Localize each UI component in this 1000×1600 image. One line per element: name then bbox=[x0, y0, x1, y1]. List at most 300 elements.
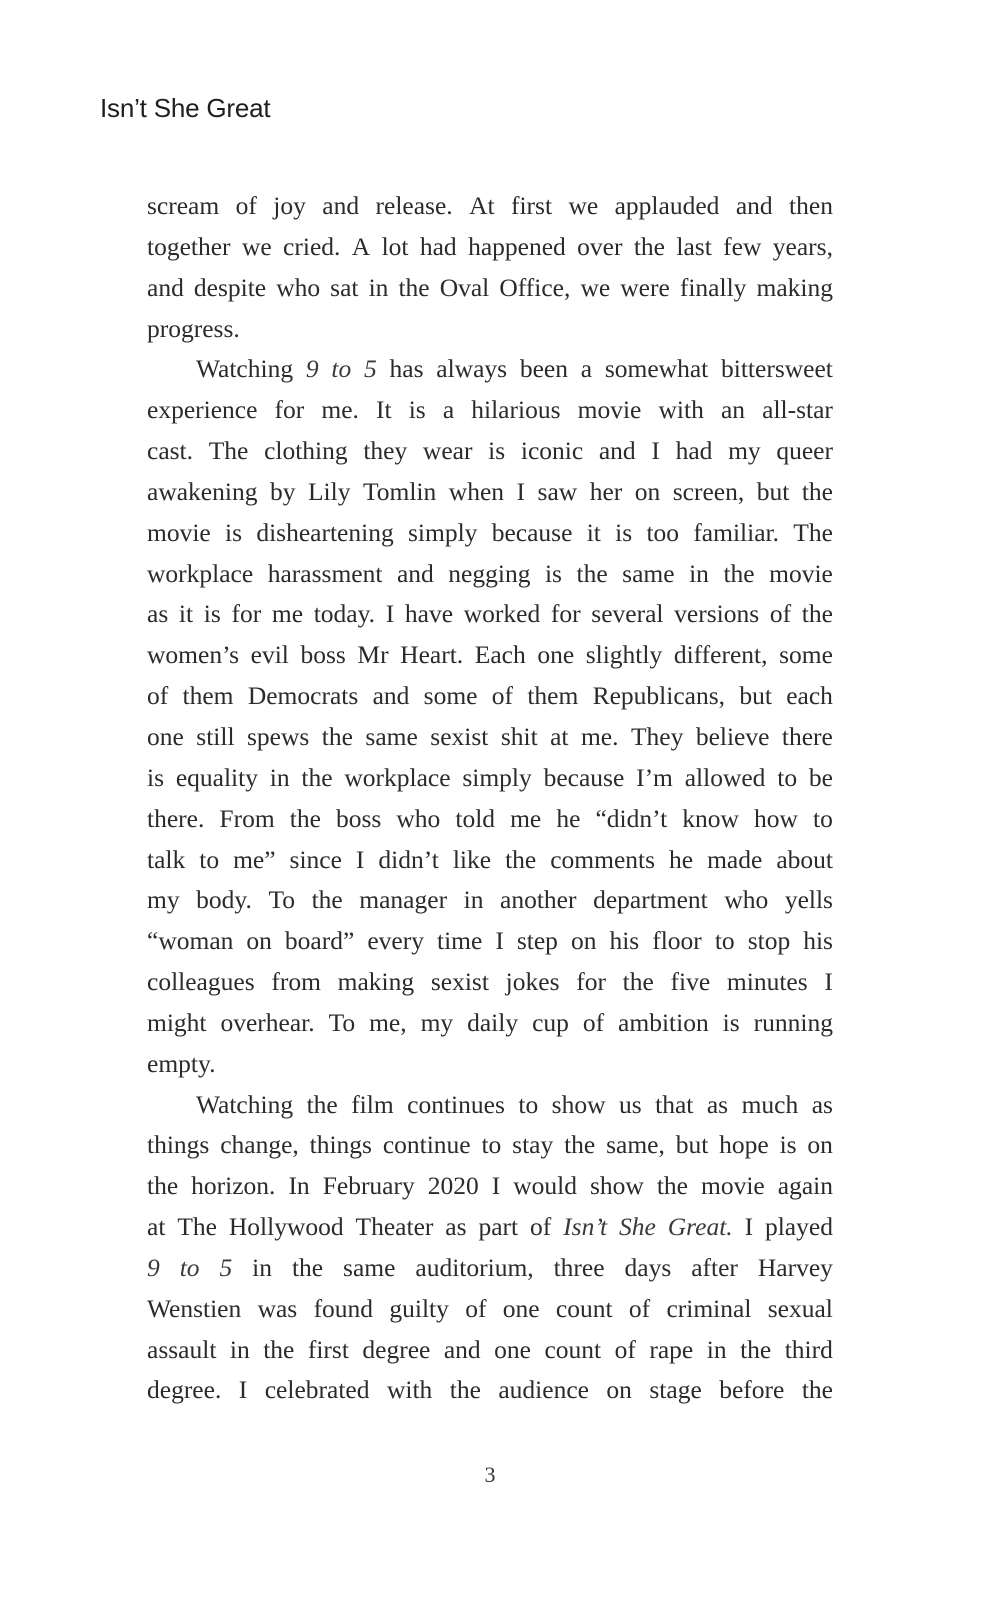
word: despite bbox=[193, 272, 267, 302]
word: degree. bbox=[147, 1375, 222, 1405]
word: the bbox=[263, 1334, 295, 1364]
word: is bbox=[722, 1007, 740, 1037]
word: the bbox=[576, 558, 608, 588]
word: another bbox=[500, 885, 577, 915]
word: continues bbox=[407, 1089, 505, 1119]
word: we bbox=[568, 191, 599, 220]
word: simply bbox=[407, 517, 478, 547]
word: screen, bbox=[672, 476, 745, 506]
word: on bbox=[606, 1375, 632, 1405]
word: have bbox=[404, 599, 454, 629]
word: I bbox=[355, 844, 365, 874]
text-line bbox=[147, 962, 833, 1003]
word: in bbox=[689, 558, 709, 588]
word: same bbox=[365, 721, 418, 751]
text-line bbox=[147, 268, 833, 309]
word: manager bbox=[359, 885, 448, 915]
word: one bbox=[147, 721, 184, 751]
word: is bbox=[779, 1130, 797, 1160]
text-line bbox=[147, 431, 833, 472]
word: workplace bbox=[147, 558, 254, 588]
word: scream bbox=[147, 191, 220, 220]
word: degree bbox=[362, 1334, 431, 1364]
word: in bbox=[229, 1334, 250, 1364]
word: of bbox=[465, 1293, 487, 1323]
word: The bbox=[177, 1212, 217, 1242]
word: movie bbox=[147, 517, 211, 547]
word: about bbox=[776, 844, 833, 874]
word: several bbox=[591, 599, 664, 629]
word: an bbox=[720, 395, 746, 425]
word: spews bbox=[247, 721, 310, 751]
word: February bbox=[322, 1171, 415, 1201]
word: ambition bbox=[618, 1007, 709, 1037]
word: Office, bbox=[499, 272, 571, 302]
word: to bbox=[199, 844, 220, 874]
word: familiar. bbox=[693, 517, 779, 547]
word: same bbox=[343, 1252, 396, 1282]
word: movie bbox=[701, 1171, 765, 1201]
word: might bbox=[147, 1007, 207, 1037]
word: finally bbox=[679, 272, 747, 302]
word: Each bbox=[474, 640, 526, 670]
word: Harvey bbox=[757, 1252, 833, 1282]
running-header-title: Isn’t She Great bbox=[100, 93, 271, 123]
word: at bbox=[550, 721, 569, 751]
italic-title-word: to bbox=[331, 354, 352, 384]
word: since bbox=[289, 844, 342, 874]
word: it bbox=[178, 599, 194, 629]
word: in bbox=[463, 885, 484, 915]
word: them bbox=[182, 681, 234, 711]
word: over bbox=[577, 231, 623, 261]
word: stop bbox=[747, 926, 791, 956]
word: making bbox=[337, 967, 415, 997]
word: assault bbox=[147, 1334, 217, 1364]
word: of bbox=[614, 1334, 636, 1364]
text-line bbox=[147, 1085, 833, 1126]
word: that bbox=[655, 1089, 694, 1119]
word: part bbox=[478, 1212, 519, 1242]
word: show bbox=[590, 1171, 644, 1201]
word: versions bbox=[674, 599, 760, 629]
word: running bbox=[753, 1007, 833, 1037]
word: last bbox=[676, 231, 712, 261]
word: somewhat bbox=[604, 354, 709, 384]
word: of bbox=[582, 1007, 605, 1037]
word: is bbox=[488, 436, 506, 466]
word: because bbox=[543, 762, 625, 792]
word: with bbox=[658, 395, 704, 425]
word: floor bbox=[652, 926, 702, 956]
word: be bbox=[808, 762, 833, 792]
word: had bbox=[675, 436, 713, 466]
word: I’m bbox=[636, 762, 673, 792]
word: count bbox=[555, 1293, 613, 1323]
word: had bbox=[419, 231, 457, 261]
word: different, bbox=[673, 640, 768, 670]
word: us bbox=[618, 1089, 642, 1119]
word: I bbox=[385, 599, 395, 629]
word: of bbox=[235, 191, 257, 220]
word: my bbox=[420, 1007, 454, 1037]
word: to bbox=[777, 762, 798, 792]
text-line bbox=[147, 594, 833, 635]
word: is bbox=[615, 517, 633, 547]
word: to bbox=[714, 926, 735, 956]
word: the bbox=[311, 885, 343, 915]
word: women’s bbox=[147, 640, 240, 670]
word: is bbox=[544, 558, 562, 588]
word: same bbox=[622, 558, 675, 588]
word: bittersweet bbox=[721, 354, 833, 384]
word: one bbox=[502, 1293, 540, 1323]
word: the bbox=[801, 1375, 833, 1405]
text-line bbox=[147, 390, 833, 431]
word: for bbox=[576, 967, 606, 997]
text-line bbox=[147, 676, 833, 717]
word: step bbox=[516, 926, 558, 956]
word: each bbox=[786, 681, 833, 711]
word: film bbox=[351, 1089, 394, 1119]
word: who bbox=[276, 272, 321, 302]
word: To bbox=[328, 1007, 356, 1037]
word: I bbox=[491, 1171, 501, 1201]
word: I bbox=[744, 1212, 754, 1242]
word: who bbox=[724, 885, 769, 915]
word: five bbox=[670, 967, 711, 997]
word: the bbox=[801, 599, 833, 629]
italic-title-word: Isn’t bbox=[563, 1212, 608, 1242]
word: some bbox=[779, 640, 833, 670]
word: as bbox=[445, 1212, 467, 1242]
word: talk bbox=[147, 844, 186, 874]
word: still bbox=[196, 721, 235, 751]
word: on bbox=[634, 476, 661, 506]
word: continue bbox=[382, 1130, 471, 1160]
text-line bbox=[147, 758, 833, 799]
word: in bbox=[252, 1252, 272, 1282]
word: movie bbox=[769, 558, 833, 588]
word: few bbox=[723, 231, 762, 261]
text-line bbox=[147, 309, 833, 350]
word: my bbox=[147, 885, 180, 915]
word: evil bbox=[250, 640, 289, 670]
word: and bbox=[322, 191, 360, 220]
word: shit bbox=[500, 721, 538, 751]
text-line bbox=[147, 1003, 833, 1044]
word: too bbox=[646, 517, 680, 547]
word: simply bbox=[462, 762, 532, 792]
text-line bbox=[147, 840, 833, 881]
word: It bbox=[376, 395, 392, 425]
word: from bbox=[271, 967, 321, 997]
word: slightly bbox=[585, 640, 663, 670]
word: how bbox=[754, 803, 798, 833]
word: is bbox=[408, 395, 426, 425]
word: much bbox=[741, 1089, 799, 1119]
text-line bbox=[147, 1207, 833, 1248]
word: we bbox=[241, 231, 272, 261]
italic-title-word: Great. bbox=[667, 1212, 733, 1242]
word: me bbox=[271, 599, 304, 629]
text-line bbox=[147, 1289, 833, 1330]
word: colleagues bbox=[147, 967, 255, 997]
word: Lily bbox=[307, 476, 351, 506]
word: the bbox=[505, 844, 537, 874]
word: as bbox=[706, 1089, 729, 1119]
word: then bbox=[789, 191, 833, 220]
text-line bbox=[147, 513, 833, 554]
word: to bbox=[518, 1089, 539, 1119]
word: me bbox=[510, 803, 542, 833]
word: me, bbox=[369, 1007, 407, 1037]
word: celebrated bbox=[264, 1375, 370, 1405]
word: workplace bbox=[344, 762, 451, 792]
text-line bbox=[147, 1044, 833, 1085]
word: of bbox=[628, 1293, 651, 1323]
word: a bbox=[442, 395, 455, 425]
word: Watching bbox=[196, 354, 294, 384]
word: overhear. bbox=[220, 1007, 315, 1037]
word: Tomlin bbox=[362, 476, 437, 506]
italic-title-word: 5 bbox=[219, 1252, 233, 1282]
word: jokes bbox=[505, 967, 560, 997]
text-line bbox=[147, 717, 833, 758]
word: worked bbox=[463, 599, 541, 629]
word: on bbox=[807, 1130, 833, 1160]
word: first bbox=[307, 1334, 349, 1364]
word: after bbox=[691, 1252, 738, 1282]
word: me” bbox=[233, 844, 276, 874]
word: I bbox=[651, 436, 660, 466]
word: his bbox=[803, 926, 833, 956]
word: show bbox=[551, 1089, 606, 1119]
word: always bbox=[436, 354, 508, 384]
word: been bbox=[519, 354, 568, 384]
word: “woman bbox=[147, 926, 234, 956]
italic-title-word: 9 bbox=[147, 1252, 160, 1282]
word: iconic bbox=[520, 436, 584, 466]
word: for bbox=[550, 599, 581, 629]
word: on bbox=[246, 926, 272, 956]
word: the bbox=[740, 1334, 772, 1364]
text-line bbox=[147, 554, 833, 595]
text-line bbox=[147, 799, 833, 840]
word: They bbox=[630, 721, 684, 751]
word: department bbox=[593, 885, 708, 915]
word: progress. bbox=[147, 313, 240, 343]
word: as bbox=[811, 1089, 833, 1119]
word: has bbox=[389, 354, 424, 384]
word: horizon. bbox=[191, 1171, 276, 1201]
word: boss bbox=[300, 640, 346, 670]
word: From bbox=[219, 803, 275, 833]
word: cast. bbox=[147, 436, 194, 466]
word: cup bbox=[532, 1007, 569, 1037]
word: yells bbox=[784, 885, 833, 915]
word: In bbox=[288, 1171, 310, 1201]
word: lot bbox=[381, 231, 409, 261]
word: criminal bbox=[666, 1293, 752, 1323]
word: and bbox=[735, 191, 773, 220]
word: because bbox=[491, 517, 573, 547]
word: like bbox=[452, 844, 492, 874]
word: the bbox=[801, 476, 833, 506]
word: know bbox=[682, 803, 739, 833]
word: played bbox=[764, 1212, 833, 1242]
word: he bbox=[669, 844, 694, 874]
word: the bbox=[622, 967, 654, 997]
word: making bbox=[756, 272, 833, 302]
word: allowed bbox=[684, 762, 766, 792]
word: me. bbox=[580, 721, 619, 751]
text-line bbox=[147, 880, 833, 921]
word: third bbox=[784, 1334, 833, 1364]
word: saw bbox=[537, 476, 578, 506]
word: with bbox=[386, 1375, 433, 1405]
word: her bbox=[589, 476, 623, 506]
word: boss bbox=[335, 803, 382, 833]
word: the bbox=[656, 1171, 688, 1201]
word: Hollywood bbox=[228, 1212, 344, 1242]
word: a bbox=[580, 354, 593, 384]
word: The bbox=[793, 517, 833, 547]
word: my bbox=[728, 436, 761, 466]
word: but bbox=[675, 1130, 709, 1160]
word: hope bbox=[719, 1130, 769, 1160]
word: to bbox=[813, 803, 833, 833]
word: was bbox=[257, 1293, 298, 1323]
word: 2020 bbox=[427, 1171, 479, 1201]
text-line bbox=[147, 472, 833, 513]
word: joy bbox=[273, 191, 306, 220]
word: To bbox=[268, 885, 295, 915]
word: awakening bbox=[147, 476, 258, 506]
word: movie bbox=[577, 395, 642, 425]
word: when bbox=[448, 476, 505, 506]
word: sexist bbox=[430, 721, 489, 751]
word: to bbox=[481, 1130, 502, 1160]
word: there bbox=[781, 721, 833, 751]
word: negging bbox=[448, 558, 531, 588]
word: minutes bbox=[726, 967, 808, 997]
word: board” bbox=[284, 926, 355, 956]
word: clothing bbox=[264, 436, 348, 466]
word: wear bbox=[422, 436, 473, 466]
word: queer bbox=[776, 436, 833, 466]
word: of bbox=[491, 681, 514, 711]
word: count bbox=[544, 1334, 602, 1364]
word: same, bbox=[606, 1130, 665, 1160]
word: for bbox=[274, 395, 305, 425]
word: A bbox=[351, 231, 371, 261]
word: the bbox=[301, 762, 333, 792]
word: of bbox=[147, 681, 169, 711]
word: stage bbox=[649, 1375, 702, 1405]
word: Democrats bbox=[247, 681, 359, 711]
text-line bbox=[147, 186, 833, 227]
word: days bbox=[624, 1252, 672, 1282]
word: Republicans, bbox=[592, 681, 726, 711]
page-number: 3 bbox=[484, 1462, 496, 1487]
word: his bbox=[609, 926, 640, 956]
word: told bbox=[455, 803, 496, 833]
word: stay bbox=[512, 1130, 554, 1160]
word: the bbox=[449, 1375, 481, 1405]
word: they bbox=[363, 436, 408, 466]
word: sexist bbox=[430, 967, 489, 997]
word: Watching bbox=[196, 1089, 294, 1119]
word: the bbox=[291, 1252, 324, 1282]
word: one bbox=[537, 640, 575, 670]
text-line bbox=[147, 1330, 833, 1371]
word: three bbox=[553, 1252, 605, 1282]
word: is bbox=[147, 762, 165, 792]
word: me. bbox=[321, 395, 359, 425]
word: and bbox=[598, 436, 636, 466]
text-line bbox=[147, 349, 833, 390]
italic-title-word: to bbox=[179, 1252, 200, 1282]
word: is bbox=[225, 517, 243, 547]
word: Mr bbox=[357, 640, 389, 670]
word: “didn’t bbox=[595, 803, 668, 833]
italic-title-word: She bbox=[619, 1212, 656, 1242]
body-text bbox=[147, 186, 833, 1411]
word: believe bbox=[695, 721, 770, 751]
word: disheartening bbox=[256, 517, 394, 547]
word: I bbox=[495, 926, 504, 956]
word: and bbox=[443, 1334, 481, 1364]
word: years, bbox=[772, 231, 833, 261]
word: in bbox=[368, 272, 389, 302]
word: daily bbox=[467, 1007, 519, 1037]
word: all-star bbox=[762, 395, 833, 425]
word: one bbox=[494, 1334, 531, 1364]
word: were bbox=[620, 272, 670, 302]
word: as bbox=[147, 599, 169, 629]
word: I bbox=[238, 1375, 248, 1405]
word: some bbox=[423, 681, 478, 711]
word: change, bbox=[220, 1130, 299, 1160]
text-line bbox=[147, 1166, 833, 1207]
text-line bbox=[147, 921, 833, 962]
word: and bbox=[396, 558, 434, 588]
word: would bbox=[513, 1171, 577, 1201]
word: in bbox=[706, 1334, 727, 1364]
text-line bbox=[147, 635, 833, 676]
word: is bbox=[203, 599, 221, 629]
word: but bbox=[756, 476, 790, 506]
word: he bbox=[556, 803, 581, 833]
word: auditorium, bbox=[415, 1252, 534, 1282]
word: applauded bbox=[614, 191, 720, 220]
word: experience bbox=[147, 395, 258, 425]
word: hilarious bbox=[471, 395, 561, 425]
word: the bbox=[723, 558, 755, 588]
italic-title-word: 5 bbox=[363, 354, 377, 384]
word: we bbox=[580, 272, 611, 302]
word: things bbox=[147, 1130, 210, 1160]
word: the bbox=[564, 1130, 596, 1160]
word: in bbox=[269, 762, 290, 792]
word: I bbox=[824, 967, 833, 997]
word: Wenstien bbox=[147, 1293, 242, 1323]
word: made bbox=[707, 844, 763, 874]
word: Heart. bbox=[400, 640, 464, 670]
word: every bbox=[367, 926, 424, 956]
word: At bbox=[469, 191, 495, 220]
